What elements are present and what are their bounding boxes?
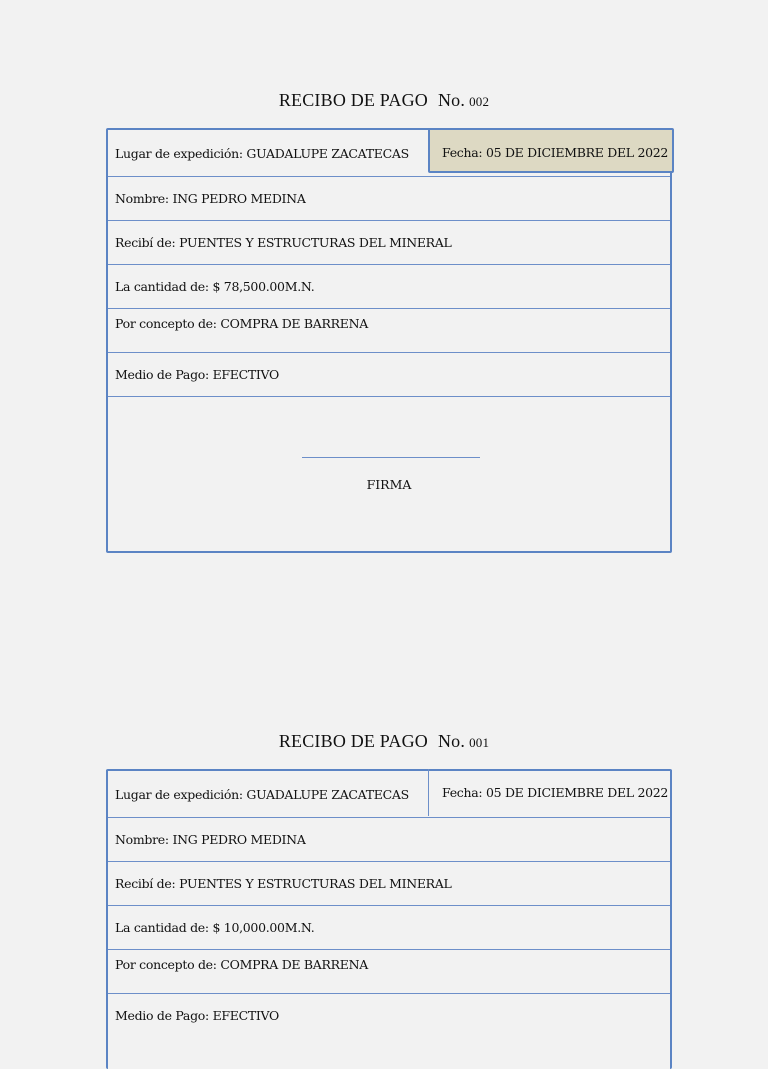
receipt-title-text: RECIBO DE PAGO xyxy=(278,731,428,751)
row-nombre xyxy=(108,177,670,221)
cantidad-field: La cantidad de: $ 78,500.00M.N. xyxy=(115,279,315,294)
signature-label: FIRMA xyxy=(366,477,412,492)
row-medio xyxy=(108,994,670,1038)
fecha-field: Fecha: 05 DE DICIEMBRE DEL 2022 xyxy=(442,785,669,800)
row-concepto xyxy=(108,309,670,353)
receipt-form xyxy=(106,128,672,553)
lugar-field: Lugar de expedición: GUADALUPE ZACATECAS xyxy=(115,787,409,802)
row-medio xyxy=(108,353,670,397)
medio-field: Medio de Pago: EFECTIVO xyxy=(115,1008,279,1023)
row-recibi xyxy=(108,221,670,265)
lugar-field: Lugar de expedición: GUADALUPE ZACATECAS xyxy=(115,146,409,161)
receipt-title-text: RECIBO DE PAGO xyxy=(278,90,428,110)
signature-line xyxy=(302,457,480,458)
receipt-no-label: No. xyxy=(437,731,466,751)
row-nombre xyxy=(108,818,670,862)
nombre-field: Nombre: ING PEDRO MEDINA xyxy=(115,191,306,206)
receipt-number: 002 xyxy=(469,94,490,109)
receipt-title xyxy=(0,731,768,752)
concepto-field: Por concepto de: COMPRA DE BARRENA xyxy=(115,316,368,331)
fecha-cell[interactable] xyxy=(428,128,674,173)
row-recibi xyxy=(108,862,670,906)
receipt-number: 001 xyxy=(469,735,490,750)
medio-field: Medio de Pago: EFECTIVO xyxy=(115,367,279,382)
receipt-no-label: No. xyxy=(437,90,466,110)
row-concepto xyxy=(108,950,670,994)
cantidad-field: La cantidad de: $ 10,000.00M.N. xyxy=(115,920,315,935)
row-cantidad xyxy=(108,265,670,309)
receipt-title xyxy=(0,90,768,111)
fecha-cell[interactable] xyxy=(428,769,674,816)
fecha-field: Fecha: 05 DE DICIEMBRE DEL 2022 xyxy=(442,145,669,160)
concepto-field: Por concepto de: COMPRA DE BARRENA xyxy=(115,957,368,972)
signature-area xyxy=(108,397,670,552)
row-lugar-fecha xyxy=(108,771,670,818)
row-lugar-fecha xyxy=(108,130,670,177)
nombre-field: Nombre: ING PEDRO MEDINA xyxy=(115,832,306,847)
row-cantidad xyxy=(108,906,670,950)
recibi-field: Recibí de: PUENTES Y ESTRUCTURAS DEL MINERAL xyxy=(115,235,452,250)
recibi-field: Recibí de: PUENTES Y ESTRUCTURAS DEL MINERAL xyxy=(115,876,452,891)
receipt-form xyxy=(106,769,672,1069)
